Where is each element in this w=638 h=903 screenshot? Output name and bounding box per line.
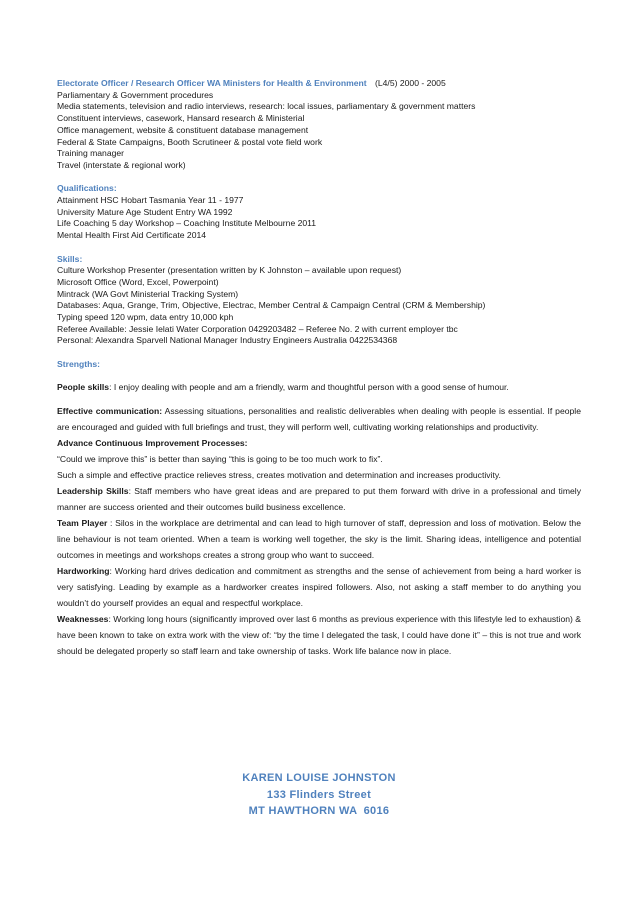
strengths-heading: Strengths: [57,358,100,369]
skill-item: Referee Available: Jessie Ielati Water Corporation 0429203482 – Referee No. 2 with current employer tbc [57,323,458,334]
footer-suburb: MT HAWTHORN WA 6016 [248,805,390,817]
employment-heading-line [57,78,581,90]
people-skills-text: : I enjoy dealing with people and am a friendly, warm and thoughtful person with a good sense of humour. [109,381,509,392]
communication-label: Effective communication: [57,405,163,416]
skill-item: Databases: Aqua, Grange, Trim, Objective, Electrac, Member Central & Campaign Central (CRM & Membership) [57,300,486,311]
leadership-label: Leadership Skills [57,485,129,496]
resume-page [57,78,581,659]
weaknesses-label: Weaknesses [57,613,109,624]
employment-duty: Parliamentary & Government procedures [57,89,214,100]
skill-item: Microsoft Office (Word, Excel, Powerpoint) [57,276,219,287]
employment-duty: Media statements, television and radio interviews, research: local issues, parliamentary & government matters [57,101,476,112]
skill-item: Personal: Alexandra Sparvell National Manager Industry Engineers Australia 0422534368 [57,335,398,346]
address-footer [0,770,638,820]
strength-people [57,379,581,395]
qualification-item: Attainment HSC Hobart Tasmania Year 11 - 1977 [57,195,244,206]
qualifications-heading: Qualifications: [57,183,117,194]
employment-duty: Office management, website & constituent database management [57,124,309,135]
employment-duty: Travel (interstate & regional work) [57,159,186,170]
employment-duty: Training manager [57,148,125,159]
skill-item: Typing speed 120 wpm, data entry 10,000 kph [57,312,234,323]
strength-team-player [57,515,581,563]
employment-title: Electorate Officer / Research Officer WA Ministers for Health & Environment [57,78,367,88]
strength-leadership [57,483,581,515]
team-player-text: : Silos in the workplace are detrimental and can lead to high turnover of staff, depression and loss of motivation. Below the line behaviour is not team oriented. When a team is working well together, the sky is the limit. Sharing ideas, intelligence and potential outcomes in meetings and workshops creates a strong group who want to succeed. [57,517,581,560]
footer-name: KAREN LOUISE JOHNSTON [242,772,396,784]
advance-improvement-quote: “Could we improve this” is better than saying “this is going to be too much work to fix”. [57,453,383,464]
footer-street: 133 Flinders Street [266,788,372,801]
weaknesses [57,611,581,659]
skill-item: Culture Workshop Presenter (presentation written by K Johnston – available upon request) [57,265,402,276]
advance-improvement-label: Advance Continuous Improvement Processes: [57,437,248,448]
leadership-text: : Staff members who have great ideas and are prepared to put them forward with drive in a professional and timely manner are success oriented and their outcomes build business excellence. [57,485,581,512]
qualification-item: Life Coaching 5 day Workshop – Coaching Institute Melbourne 2011 [57,218,317,229]
advance-improvement-text: Such a simple and effective practice relieves stress, creates motivation and determination and increases productivity. [57,469,501,480]
skill-item: Mintrack (WA Govt Ministerial Tracking System) [57,288,239,299]
strength-communication [57,403,581,435]
team-player-label: Team Player [57,517,108,528]
employment-duty: Constituent interviews, casework, Hansard research & Ministerial [57,113,305,124]
qualification-item: University Mature Age Student Entry WA 1992 [57,206,233,217]
weaknesses-text: : Working long hours (significantly improved over last 6 months as previous experience with this lifestyle led to exhaustion) & have been known to take on extra work with the view of: “by the time I delegated the task, I could have done it” – this is not true and work should be delegated properly so staff learn and take ownership of tasks. Work life balance now in place. [57,613,581,656]
hardworking-text: : Working hard drives dedication and commitment as strengths and the sense of achievement from being a hard worker is very satisfying. Leading by example as a hardworker creates inspired followers. Also, not asking a staff member to do anything you wouldn’t do yourself provides an equal and respectful workplace. [57,565,581,608]
qualification-item: Mental Health First Aid Certificate 2014 [57,230,207,241]
communication-text: Assessing situations, personalities and realistic deliverables when dealing with people is essential. If people are encouraged and guided with full briefings and trust, they will perform well, cultivating working relationships and productivity. [57,405,581,432]
employment-duty: Federal & State Campaigns, Booth Scrutineer & postal vote field work [57,136,323,147]
employment-period: (L4/5) 2000 - 2005 [375,78,446,88]
strength-hardworking [57,563,581,611]
skills-heading: Skills: [57,253,83,264]
people-skills-label: People skills [57,381,110,392]
hardworking-label: Hardworking [57,565,110,576]
